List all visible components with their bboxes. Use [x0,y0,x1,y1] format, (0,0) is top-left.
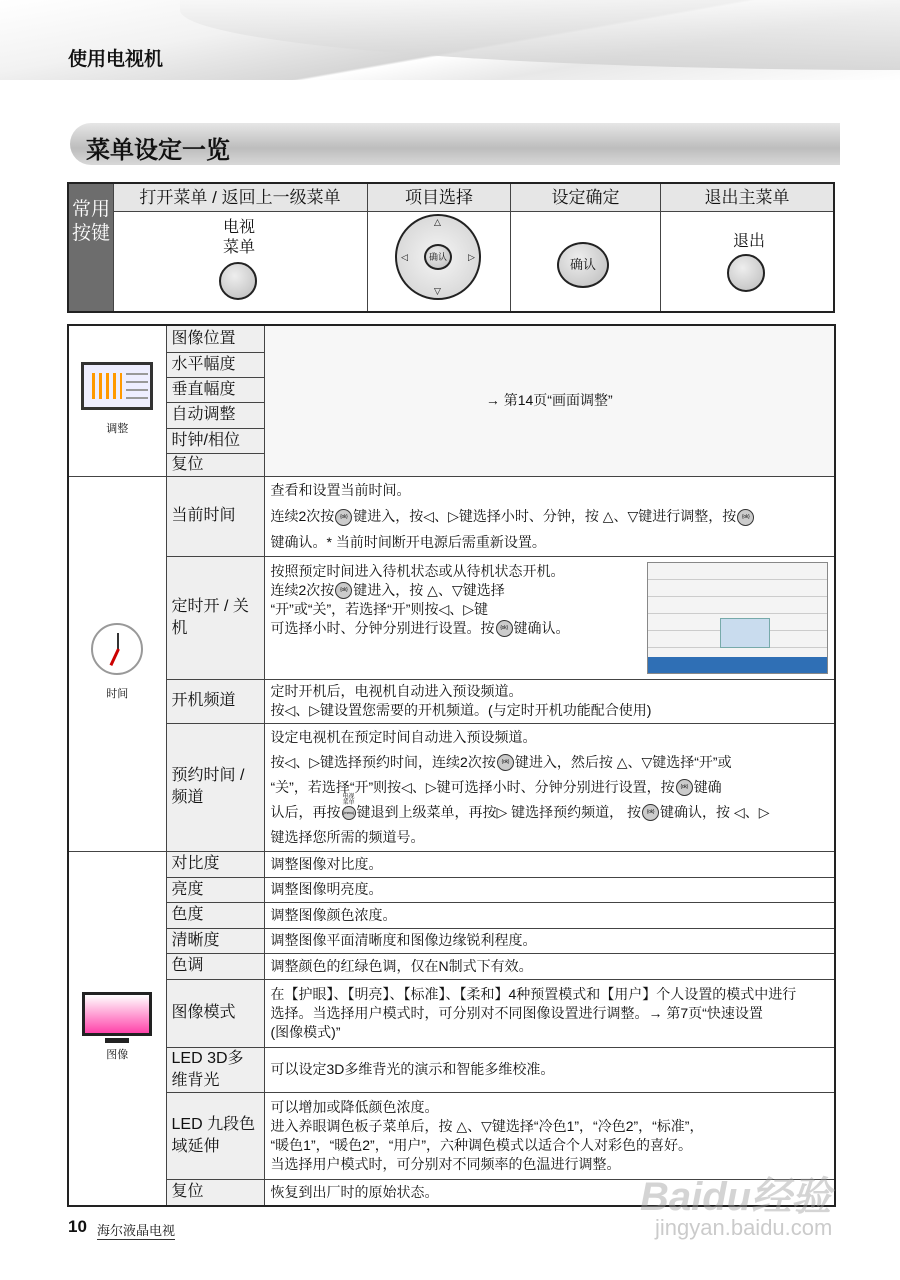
table-row [68,928,835,953]
desc-cell [264,723,835,851]
section-title: 菜单设定一览 [86,137,230,164]
table-row [68,556,835,679]
group-0 [68,325,166,476]
table-row [68,325,835,352]
desc-cell [264,556,835,679]
menu-key-label: 电视 菜单 [222,219,255,256]
desc-cell [264,851,835,877]
ok-button: 确认 [557,242,609,288]
desc-cell [264,928,835,953]
dpad-icon [395,214,481,300]
desc-cell [264,979,835,1047]
menu-item: 色度 [166,902,264,928]
ok-key-icon: {ok} [676,779,693,796]
adjust-icon [81,362,153,410]
desc-line: 选择。当选择用户模式时，可分别对不同图像设置进行调整。→ 第7页“快速设置 [270,1004,763,1021]
common-buttons-table [67,182,835,313]
desc-line: 按◁、▷键设置您需要的开机频道。(与定时开机功能配合使用) [270,702,652,718]
menu-key-caption: 电视菜单 [342,793,355,806]
menu-item: 对比度 [166,851,264,877]
desc-line: 恢复到出厂时的原始状态。 [270,1183,439,1200]
menu-item: 自动调整 [166,402,264,428]
col-header-exit: 退出主菜单 [660,184,833,212]
ok-key-icon: {ok} [335,582,352,599]
ok-key-icon: {ok} [642,804,659,821]
menu-item: 水平幅度 [166,352,264,377]
right-arrow-icon: ▷ [468,252,475,262]
desc-cell: → 第14页“画面调整” [264,325,835,476]
col-header-menu: 打开菜单 / 返回上一级菜单 [113,184,367,212]
desc-line: 当选择用户模式时，可分别对不同频率的色温进行调整。 [270,1155,621,1172]
table-row [68,679,835,723]
menu-item: 时钟/相位 [166,428,264,453]
chapter-title: 使用电视机 [68,49,164,70]
menu-item: 亮度 [166,877,264,902]
group-label: 时间 [106,688,129,700]
desc-line: 进入养眼调色板子菜单后，按 △、▽键选择“冷色1”，“冷色2”，“标准”， [270,1117,704,1134]
desc-line: 按照预定时间进入待机状态或从待机状态开机。 [270,562,565,579]
col-header-confirm: 设定确定 [510,184,660,212]
ok-key-icon: {ok} [737,509,754,526]
group-1 [68,476,166,851]
menu-item: 图像位置 [166,325,264,352]
menu-item: 定时开 / 关机 [166,556,264,679]
menu-item: 清晰度 [166,928,264,953]
table-row [68,979,835,1047]
table-row [68,476,835,556]
desc-line: 连续2次按 {ok} 键进入，按 △、▽键选择 [270,581,505,598]
table-row [68,1047,835,1092]
tv-icon [82,992,152,1036]
exit-key-label: 退出 [732,233,765,250]
page-number: 10 [68,1217,87,1236]
desc-line: 调整图像对比度。 [270,855,383,872]
desc-line: “关”，若选择“开”则按◁、▷键可选择小时、分钟分别进行设置，按 {ok} 键确 [270,778,722,795]
desc-cell [264,476,835,556]
col-header-select: 项目选择 [367,184,510,212]
desc-line: 按◁、▷键选择预约时间，连续2次按 {ok} 键进入，然后按 △、▽键选择“开”或 [270,753,732,770]
table-row [68,851,835,877]
menu-button [219,262,257,300]
desc-cell [264,877,835,902]
menu-item: 复位 [166,1179,264,1206]
section-banner [70,123,840,165]
table-row [68,877,835,902]
ok-key-icon: {ok} [496,620,513,637]
desc-line: “开”或“关”，若选择“开”则按◁、▷键 [270,600,489,617]
menu-item: 图像模式 [166,979,264,1047]
desc-line: 定时开机后，电视机自动进入预设频道。 [270,683,523,699]
ok-key-icon: {ok} [335,509,352,526]
desc-line: 连续2次按 {ok} 键进入，按◁、▷键选择小时、分钟，按 △、▽键进行调整，按 {ok} [271,503,829,529]
desc-line: 调整颜色的红绿色调，仅在N制式下有效。 [270,957,533,974]
menu-item: LED 3D多维背光 [166,1047,264,1092]
up-arrow-icon: △ [434,217,441,227]
group-label: 图像 [106,1048,129,1061]
desc-line: 可选择小时、分钟分别进行设置。按 {ok} 键确认。 [270,619,570,636]
menu-item: 预约时间 / 频道 [166,723,264,851]
ok-key-icon: {ok} [497,754,514,771]
desc-line: 键选择您所需的频道号。 [270,828,425,845]
desc-line: 认后，再按 {menu} 键退到上级菜单，再按▷ 键选择预约频道， 按 {ok} 键确认，按 ◁、▷ [270,803,770,820]
menu-key-icon: {menu} [342,806,356,820]
footer-brand: 海尔液晶电视 [97,1220,175,1240]
desc-cell [264,902,835,928]
side-label: 常用按键 [69,184,113,311]
table-row [68,902,835,928]
desc-line: 在【护眼】、【明亮】、【标准】、【柔和】4种预置模式和【用户】个人设置的模式中进行 [270,985,797,1002]
desc-cell [264,953,835,979]
menu-settings-table [67,324,836,1207]
table-row [68,953,835,979]
desc-line: 设定电视机在预定时间自动进入预设频道。 [270,728,537,745]
timer-menu-screenshot [647,562,828,674]
left-arrow-icon: ◁ [401,252,408,262]
divider [113,184,114,311]
watermark-url: jingyan.baidu.com [655,1215,833,1240]
exit-button [727,254,765,292]
desc-cell [264,1047,835,1092]
watermark-logo: Baidu经验 [640,1175,832,1219]
menu-item: 当前时间 [166,476,264,556]
clock-icon [91,623,143,675]
menu-item: LED 九段色域延伸 [166,1092,264,1179]
desc-line: 调整图像平面清晰度和图像边缘锐利程度。 [270,932,537,948]
divider [510,184,511,311]
down-arrow-icon: ▽ [434,286,441,296]
dpad-ok: 确认 [424,244,452,270]
desc-line: 可以设定3D多维背光的演示和智能多维校准。 [270,1061,555,1077]
menu-item: 垂直幅度 [166,377,264,402]
menu-item: 复位 [166,453,264,476]
desc-line: 查看和设置当前时间。 [270,482,411,498]
menu-item: 开机频道 [166,679,264,723]
group-2 [68,851,166,1206]
desc-line: 调整图像明亮度。 [270,881,383,897]
table-row [68,723,835,851]
divider [367,184,368,311]
desc-line: 调整图像颜色浓度。 [270,906,397,923]
desc-line: “暖色1”，“暖色2”，“用户”，六种调色模式以适合个人对彩色的喜好。 [270,1136,693,1153]
desc-line: 可以增加或降低颜色浓度。 [270,1098,439,1115]
desc-line: (图像模式)” [270,1023,341,1040]
group-label: 调整 [106,423,129,436]
desc-line: 键确认。* 当前时间断开电源后需重新设置。 [270,534,546,550]
desc-cell [264,679,835,723]
divider [660,184,661,311]
menu-item: 色调 [166,953,264,979]
